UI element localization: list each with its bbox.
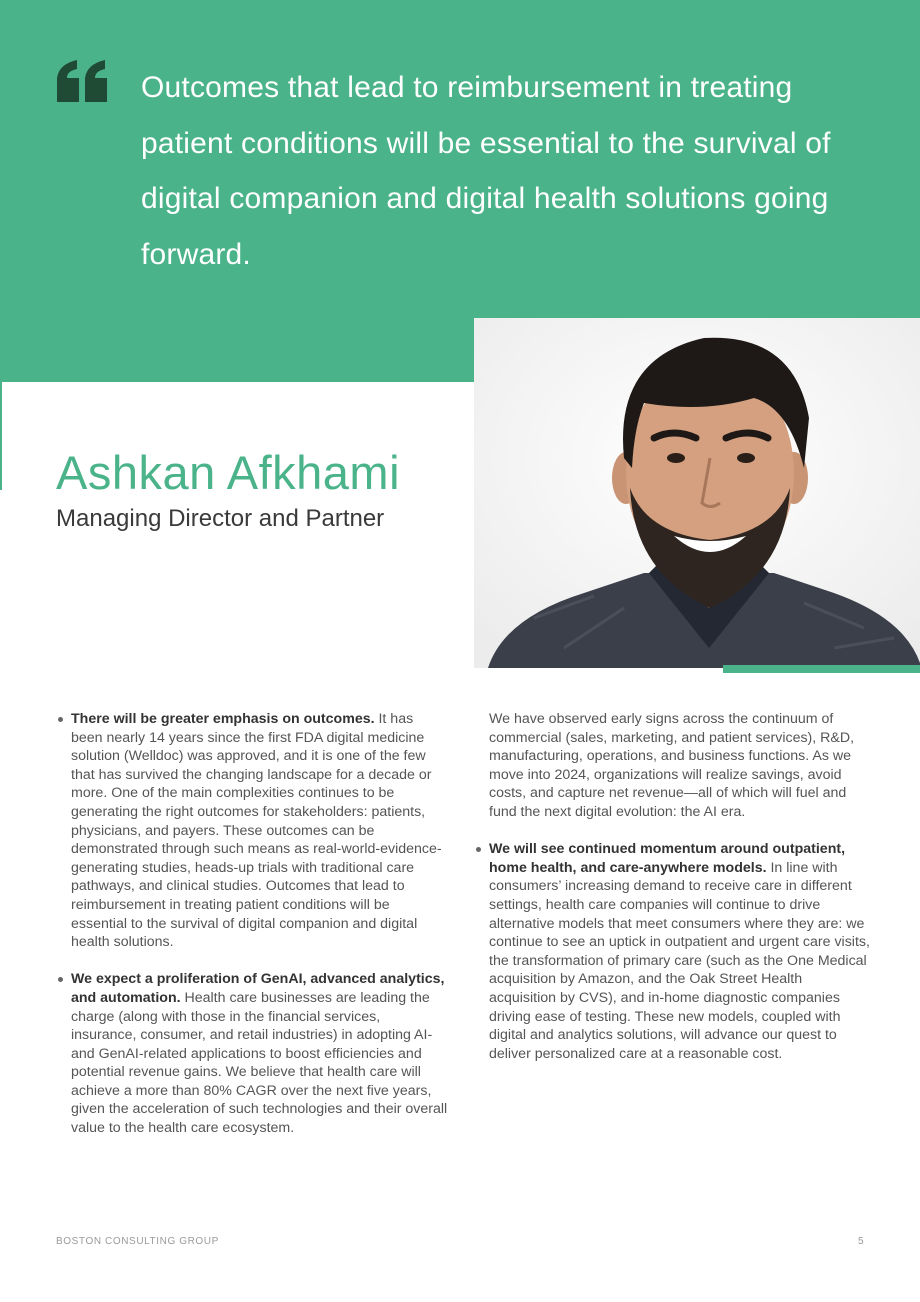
- bullet-icon: [58, 717, 63, 722]
- bullet-icon: [476, 847, 481, 852]
- person-title: Managing Director and Partner: [56, 505, 385, 532]
- quote-mark-icon: [55, 60, 111, 102]
- right-column: [474, 710, 872, 1082]
- bullet-body: Health care businesses are leading the charge (along with those in the financial services, insurance, consumer, and retail industries) in adopting AI- and GenAI-related applications to boost efficiencies and potential revenue gains. We believe that health care will achieve a more than 80% CAGR over the next five years, given the acceleration of such technologies and their overall value to the health care ecosystem.: [71, 989, 448, 1137]
- person-name: Ashkan Afkhami: [56, 446, 401, 499]
- photo-accent-bar: [723, 665, 920, 673]
- pull-quote: Outcomes that lead to reimbursement in treating patient conditions will be essential to the survival of digital companion and digital health solutions going forward.: [141, 71, 831, 271]
- portrait-photo: [474, 318, 920, 668]
- bullet-body: In line with consumers’ increasing demand to receive care in different settings, health care companies will continue to drive alternative models that meet consumers where they are: we continue to see an uptick in outpatient and urgent care visits, the transformation of primary care (such as the One Medical acquisition by Amazon, and the Oak Street Health acquisition by CVS), and in-home diagnostic companies driving ease of testing. These new models, coupled with digital and analytics solutions, will advance our quest to deliver personalized care at a reasonable cost.: [489, 859, 870, 1062]
- list-item: [56, 710, 448, 952]
- bullet-lead: We expect a proliferation of GenAI, advanced analytics, and automation.: [71, 971, 445, 1006]
- footer-publisher: BOSTON CONSULTING GROUP: [56, 1236, 219, 1247]
- bullet-lead: We will see continued momentum around outpatient, home health, and care-anywhere models.: [489, 841, 846, 876]
- bullet-icon: [58, 977, 63, 982]
- list-item: [474, 840, 872, 1063]
- bullet-lead: There will be greater emphasis on outcomes.: [71, 711, 379, 727]
- continuation-paragraph: We have observed early signs across the continuum of commercial (sales, marketing, and patient services), R&D, manufacturing, operations, and business functions. As we move into 2024, organizations will realize savings, avoid costs, and capture net revenue—all of which will fuel and fund the next digital evolution: the AI era.: [489, 711, 855, 820]
- accent-line: [0, 382, 2, 490]
- page-number: 5: [858, 1236, 864, 1247]
- bullet-body: It has been nearly 14 years since the first FDA digital medicine solution (Welldoc) was approved, and it is one of the few that has survived the changing landscape for a decade or more. One of the main complexities continues to be generating the right outcomes for stakeholders: patients, physicians, and payers. These outcomes can be demonstrated through such means as real-world-evidence-generating studies, heads-up trials with traditional care pathways, and clinical studies. Outcomes that lead to reimbursement in treating patient conditions will be essential to the survival of digital companion and digital health solutions.: [71, 711, 442, 951]
- list-item: [56, 970, 448, 1137]
- left-column: [56, 710, 448, 1156]
